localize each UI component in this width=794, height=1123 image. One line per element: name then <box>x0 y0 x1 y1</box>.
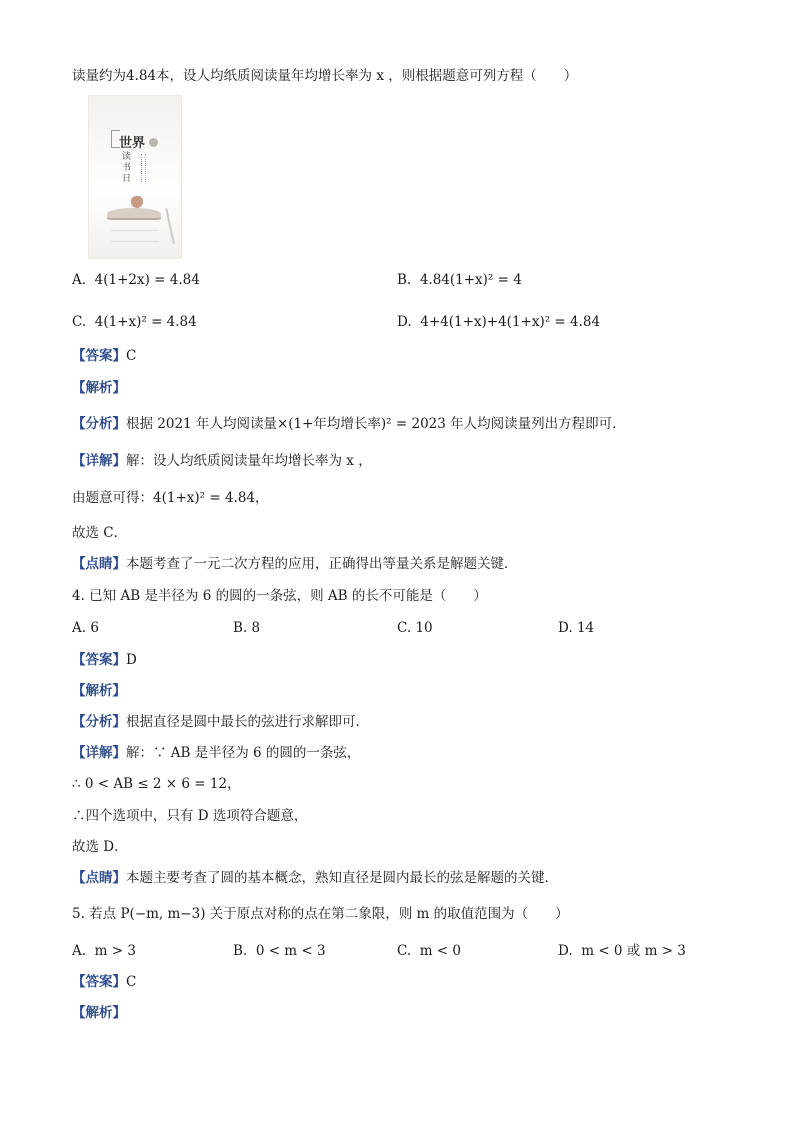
q3-option-c <box>72 312 197 332</box>
q3-option-d <box>397 312 600 332</box>
q4-answer <box>72 650 137 670</box>
q5-option-a <box>72 941 136 961</box>
q4-analysis <box>72 681 126 701</box>
q4-stem: 4. 已知 AB 是半径为 6 的圆的一条弦，则 AB 的长不可能是（ ） <box>72 588 487 604</box>
q4-solution-line-2: ∴ 0 < AB ≤ 2 × 6 = 12， <box>72 776 241 792</box>
q4-option-c <box>397 618 433 638</box>
q3-option-a <box>72 270 200 290</box>
answer-tag: 【答案】 <box>72 652 126 668</box>
answer-tag: 【答案】 <box>72 974 126 990</box>
fenxi-tag: 【分析】 <box>72 416 126 432</box>
analysis-tag: 【解析】 <box>72 683 126 699</box>
q5-option-c <box>397 941 461 961</box>
option-text: m < 0 <box>419 943 462 959</box>
option-label: C. <box>397 620 412 636</box>
q4-option-b <box>233 618 260 638</box>
q3-answer <box>72 346 136 366</box>
q4-xiangjie <box>72 743 360 763</box>
xiangjie-tag: 【详解】 <box>72 745 126 761</box>
option-text: 6 <box>90 620 99 636</box>
option-text: 4.84(1+x)² = 4 <box>419 272 522 288</box>
option-text: 4+4(1+x)+4(1+x)² = 4.84 <box>420 314 601 330</box>
q5-analysis <box>72 1003 126 1023</box>
q5-option-b <box>233 941 326 961</box>
option-text: 10 <box>415 620 433 636</box>
q3-stem: 读量约为4.84本，设人均纸质阅读量年均增长率为 x ，则根据题意可列方程（ ） <box>72 68 578 84</box>
poster-flower-stem <box>165 208 174 244</box>
q3-fenxi <box>72 414 626 434</box>
poster-dot-icon <box>149 138 158 147</box>
option-text: 4(1+x)² = 4.84 <box>94 314 197 330</box>
q3-dianjing <box>72 554 518 574</box>
reading-day-poster-image <box>88 95 182 259</box>
option-label: C. <box>397 943 412 959</box>
answer-tag: 【答案】 <box>72 348 126 364</box>
xiangjie-text: 解：设人均纸质阅读量年均增长率为 x ， <box>126 453 372 469</box>
dianjing-tag: 【点睛】 <box>72 556 126 572</box>
option-text: m < 0 或 m > 3 <box>581 943 686 959</box>
xiangjie-text: 解：∵ AB 是半径为 6 的圆的一条弦， <box>126 745 361 761</box>
fenxi-tag: 【分析】 <box>72 714 126 730</box>
option-label: D. <box>558 620 573 636</box>
poster-subtitle: 读书日 <box>122 152 132 184</box>
analysis-tag: 【解析】 <box>72 380 126 396</box>
option-label: C. <box>72 314 87 330</box>
q4-solution-line-4: 故选 D． <box>72 839 128 855</box>
poster-vase-icon <box>131 196 143 208</box>
dianjing-tag: 【点睛】 <box>72 870 126 886</box>
fenxi-text: 根据 2021 年人均阅读量×(1+年均增长率)² = 2023 年人均阅读量列出方程即可． <box>126 416 626 432</box>
q3-option-b <box>397 270 522 290</box>
poster-footer-lines <box>111 230 159 242</box>
poster-book-icon <box>107 208 161 220</box>
dianjing-text: 本题主要考查了圆的基本概念，熟知直径是圆内最长的弦是解题的关键． <box>126 870 558 886</box>
xiangjie-tag: 【详解】 <box>72 453 126 469</box>
dianjing-text: 本题考查了一元二次方程的应用，正确得出等量关系是解题关键． <box>126 556 518 572</box>
option-text: 4(1+2x) = 4.84 <box>94 272 200 288</box>
q4-fenxi <box>72 712 369 732</box>
poster-small-text <box>141 154 146 182</box>
option-label: B. <box>233 943 248 959</box>
option-label: D. <box>397 314 412 330</box>
option-label: B. <box>397 272 412 288</box>
option-label: A. <box>72 272 87 288</box>
poster-title: 世界 <box>119 136 146 151</box>
q4-solution-line-3: ∴四个选项中，只有 D 选项符合题意， <box>72 808 308 824</box>
q5-option-d <box>558 941 686 961</box>
option-label: A. <box>72 943 87 959</box>
q5-answer <box>72 972 136 992</box>
q3-xiangjie <box>72 451 372 471</box>
option-text: 0 < m < 3 <box>255 943 326 959</box>
q4-option-a <box>72 618 99 638</box>
q3-solution-line-3: 故选 C． <box>72 525 128 541</box>
option-text: 14 <box>576 620 595 636</box>
answer-value: C <box>126 348 137 364</box>
q4-option-d <box>558 618 594 638</box>
q3-solution-line-2: 由题意可得：4(1+x)² = 4.84， <box>72 490 269 506</box>
q5-stem: 5. 若点 P(−m, m−3) 关于原点对称的点在第二象限，则 m 的取值范围为（ ） <box>72 906 569 922</box>
option-text: 8 <box>251 620 261 636</box>
option-label: D. <box>558 943 573 959</box>
q3-analysis <box>72 378 126 398</box>
option-text: m > 3 <box>94 943 136 959</box>
answer-value: C <box>126 974 137 990</box>
fenxi-text: 根据直径是圆中最长的弦进行求解即可． <box>126 714 369 730</box>
analysis-tag: 【解析】 <box>72 1005 126 1021</box>
answer-value: D <box>126 652 137 668</box>
option-label: A. <box>72 620 87 636</box>
q4-dianjing <box>72 868 558 888</box>
option-label: B. <box>233 620 248 636</box>
